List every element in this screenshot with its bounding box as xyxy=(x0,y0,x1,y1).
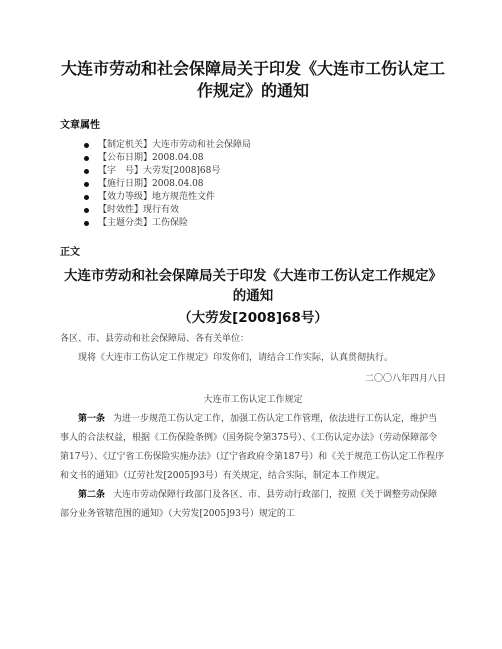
rule-title: 大连市工伤认定工作规定 xyxy=(203,395,303,405)
document-title: 大连市劳动和社会保障局关于印发《大连市工伤认定工作规定》的通知 xyxy=(60,59,445,100)
attribute-item: 【时效性】现行有效 xyxy=(98,204,446,217)
issue-date: 二〇〇八年四月八日 xyxy=(364,374,446,384)
article-text: 大连市劳动保障行政部门及各区、市、县劳动行政部门，按照《关于调整劳动保障部分业务管辖范围的通知》（大劳发[2005]93号）规定的工 xyxy=(60,490,438,519)
article-label: 第二条 xyxy=(78,490,106,500)
document-number: （大劳发[2008]68号） xyxy=(178,310,328,326)
article-text: 为进一步规范工伤认定工作，加强工伤认定工作管理，依法进行工伤认定，维护当事人的合法权益，根据《工伤保险条例》（国务院令第375号）、《工伤认定办法》（劳动保障部令第17号）、《辽宁省工伤保险实施办法》（辽宁省政府令第187号）和《关于规范工伤认定工作程序和文书的通知》（辽劳社发[2005]93号）有关规定，结合实际，制定本工作规定。 xyxy=(60,414,445,481)
attribute-item: 【施行日期】2008.04.08 xyxy=(98,178,446,191)
attribute-item: 【主题分类】工伤保险 xyxy=(98,217,446,230)
attribute-item: 【公布日期】2008.04.08 xyxy=(98,152,446,165)
attributes-list xyxy=(60,139,446,230)
attribute-item: 【效力等级】地方规范性文件 xyxy=(98,191,446,204)
recipients: 各区、市、县劳动和社会保障局、各有关单位： xyxy=(60,334,250,344)
article-paragraph xyxy=(60,410,446,486)
intro-paragraph: 现将《大连市工伤认定工作规定》印发你们，请结合工作实际，认真贯彻执行。 xyxy=(78,353,394,363)
article-paragraph xyxy=(60,486,446,524)
attribute-item: 【字 号】大劳发[2008]68号 xyxy=(98,165,446,178)
attributes-heading: 文章属性 xyxy=(60,120,100,131)
body-heading: 正文 xyxy=(60,247,80,258)
attribute-item: 【制定机关】大连市劳动和社会保障局 xyxy=(98,139,446,152)
main-title: 大连市劳动和社会保障局关于印发《大连市工伤认定工作规定》的通知 xyxy=(64,268,442,304)
article-label: 第一条 xyxy=(78,414,106,424)
